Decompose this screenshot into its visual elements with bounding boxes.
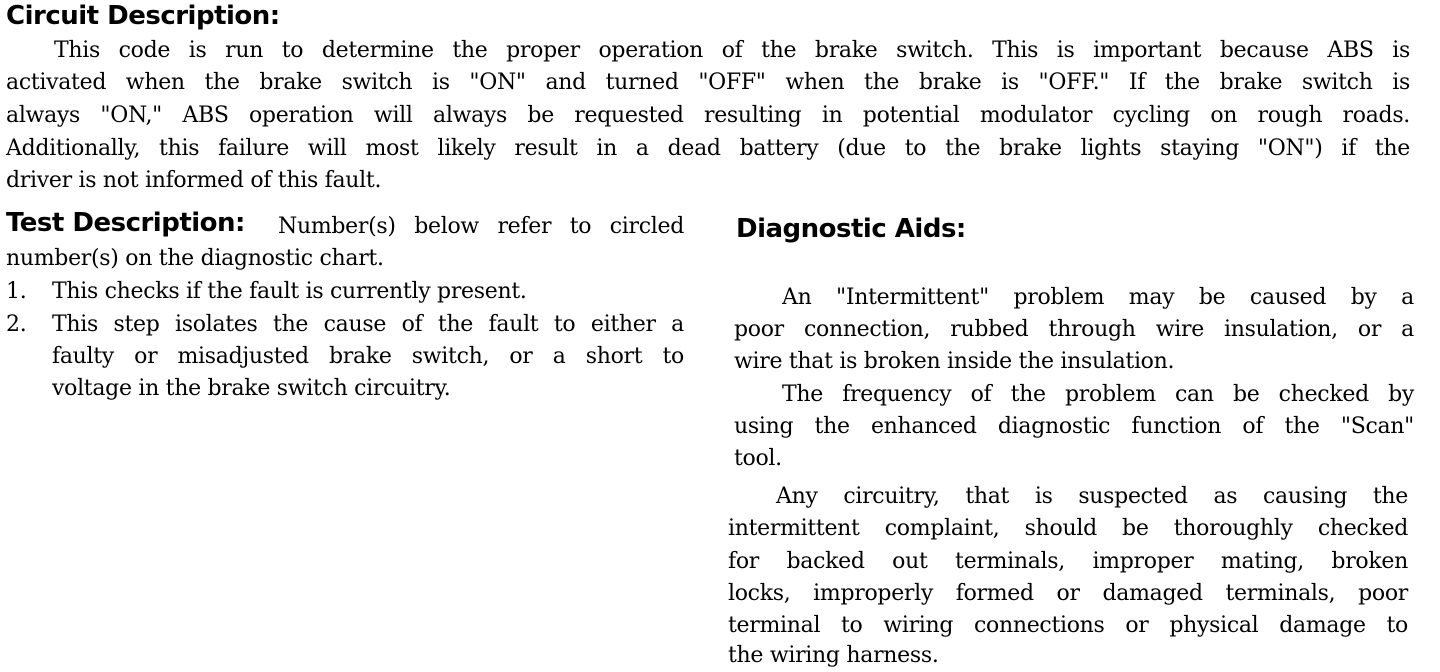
diag-p2-line-3: tool. [734,446,782,471]
diag-p3-line-5: terminal to wiring connections or physical damage to [728,613,1408,638]
test-item-1-line-1: This checks if the fault is currently present. [52,279,527,304]
diagnostic-aids-heading: Diagnostic Aids: [736,214,966,244]
test-item-2-line-1: This step isolates the cause of the fault to either a [52,312,684,337]
diag-p2-line-2: using the enhanced diagnostic function of the "Scan" [734,414,1414,439]
test-item-2-line-2: faulty or misadjusted brake switch, or a short to [52,344,684,369]
circuit-description-heading: Circuit Description: [6,1,280,31]
test-item-2-number: 2. [6,312,27,337]
diag-p1-line-1: An "Intermittent" problem may be caused by a [782,285,1414,310]
diag-p1-line-3: wire that is broken inside the insulation. [734,349,1175,374]
test-item-1-number: 1. [6,279,27,304]
diag-p1-line-2: poor connection, rubbed through wire insulation, or a [734,317,1414,342]
diag-p3-line-2: intermittent complaint, should be thoroughly checked [728,516,1408,541]
diag-p3-line-4: locks, improperly formed or damaged terminals, poor [728,581,1408,606]
diag-p2-line-1: The frequency of the problem can be checked by [782,382,1414,407]
circuit-line-5: driver is not informed of this fault. [6,168,382,193]
test-intro-line-2: number(s) on the diagnostic chart. [6,246,384,271]
circuit-line-4: Additionally, this failure will most likely result in a dead battery (due to the brake lights staying "ON") if the [6,136,1410,161]
test-description-heading: Test Description: [6,208,245,238]
circuit-line-2: activated when the brake switch is "ON" and turned "OFF" when the brake is "OFF." If the brake switch is [6,70,1410,95]
circuit-line-1: This code is run to determine the proper operation of the brake switch. This is important because ABS is [54,38,1410,63]
circuit-line-3: always "ON," ABS operation will always be requested resulting in potential modulator cycling on rough roads. [6,103,1410,128]
test-intro-line-1: Number(s) below refer to circled [278,214,684,239]
diag-p3-line-3: for backed out terminals, improper mating, broken [728,549,1408,574]
diag-p3-line-6: the wiring harness. [728,643,939,668]
diag-p3-line-1: Any circuitry, that is suspected as causing the [776,484,1408,509]
test-item-2-line-3: voltage in the brake switch circuitry. [52,376,451,401]
